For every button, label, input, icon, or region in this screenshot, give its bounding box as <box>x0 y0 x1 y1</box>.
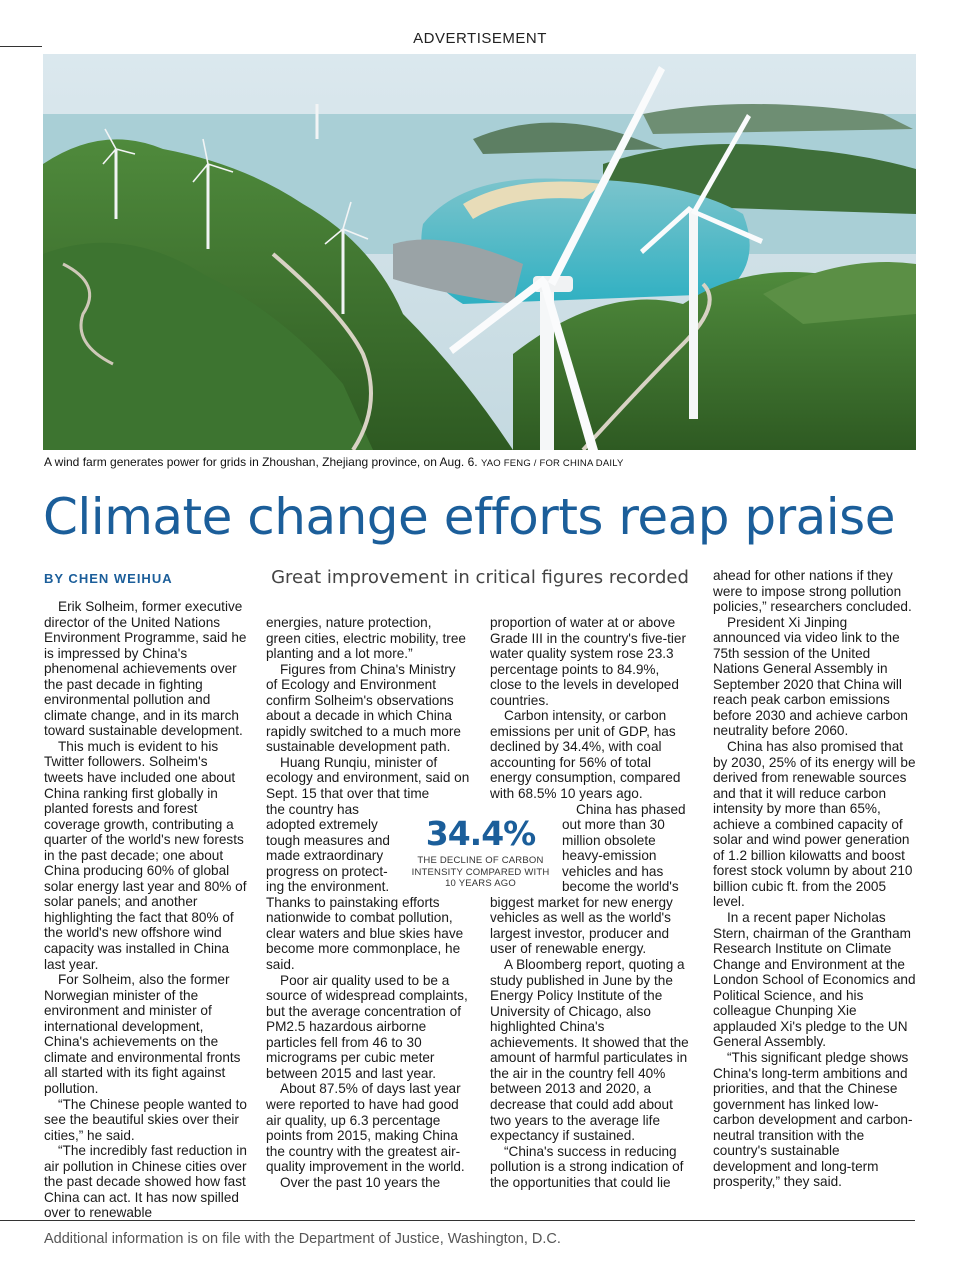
article-column-4 <box>713 568 917 1190</box>
text-line: adopted extremely <box>266 817 378 833</box>
stat-description: THE DECLINE OF CARBON INTENSITY COMPARED WITH 10 YEARS AGO <box>411 855 550 889</box>
paragraph: biggest market for new energy vehicles as well as the world's largest investor, producer and user of renewable energy. <box>490 894 673 957</box>
text-line: progress on protect- <box>266 863 388 879</box>
wind-farm-photo <box>43 54 916 450</box>
paragraph: “The incredibly fast reduction in air pollution in Chinese cities over the past decade showed how fast China can act. It has now spilled over to renewable <box>44 1143 247 1221</box>
text-line: the country has <box>266 801 359 817</box>
paragraph: This much is evident to his Twitter followers. Solheim's tweets have included one about China ranking first globally in planted forests and forest coverage growth, contributing a quarter of the world's new forests in the past decade; one about China producing 60% of global solar energy last year and 80% of solar panels; and another highlighting the fact that 80% of the world's new offshore wind capacity was installed in China last year. <box>44 738 247 972</box>
text-line: China has phased <box>576 801 686 817</box>
paragraph: ahead for other nations if they were to impose strong pollution policies,” researchers concluded. <box>713 568 912 615</box>
text-line: ing the environment. <box>266 879 390 895</box>
paragraph: A Bloomberg report, quoting a study published in June by the Energy Policy Institute of the University of Chicago, also highlighted China's achievements. It showed that the amount of harmful particulates in the air in the country fell 40% between 2013 and 2020, a decrease that could add about two years to the average life expectancy if sustained. <box>490 957 689 1144</box>
photo-caption <box>44 455 624 469</box>
paragraph: In a recent paper Nicholas Stern, chairman of the Grantham Research Institute on Climate Change and Environment at the London School of Economics and Political Science, and his colleague Chunping Xie applauded Xi's pledge to the UN General Assembly. <box>713 910 916 1050</box>
paragraph: “China's success in reducing pollution is a strong indication of the opportunities that could lie <box>490 1143 684 1190</box>
footer-disclaimer: Additional information is on file with the Department of Justice, Washington, D.C. <box>44 1231 561 1247</box>
paragraph: About 87.5% of days last year were reported to have had good air quality, up 6.3 percentage points from 2015, making China the country with the greatest air-quality improvement in the world. <box>266 1081 465 1175</box>
paragraph: “The Chinese people wanted to see the beautiful skies over their cities,” he said. <box>44 1096 247 1143</box>
headline: Climate change efforts reap praise <box>43 488 895 546</box>
article-column-2 <box>266 615 470 1190</box>
article-column-1 <box>44 599 248 1221</box>
text-line: made extraordinary <box>266 848 384 864</box>
paragraph: Thanks to painstaking efforts nationwide to combat pollution, clear waters and blue skies have become more commonplace, he said. <box>266 894 464 973</box>
paragraph: For Solheim, also the former Norwegian minister of the environment and minister of international development, China's achievements on the climate and environmental fronts all started with its fight against pollution. <box>44 972 241 1096</box>
paragraph: Erik Solheim, former executive director of the United Nations Environment Programme, said he is impressed by China's phenomenal achievements over the past decade in fighting environmental pollution and climate change, and in its march toward sustainable development. <box>44 599 247 739</box>
text-line: tough measures and <box>266 832 390 848</box>
subhead: Great improvement in critical figures recorded <box>271 567 689 588</box>
caption-text: A wind farm generates power for grids in Zhoushan, Zhejiang province, on Aug. 6. <box>44 455 478 469</box>
paragraph: “This significant pledge shows China's long-term ambitions and priorities, and that the Chinese government has linked low-carbon development and carbon-neutral transition with the country's sustainable development and long-term prosperity,” they said. <box>713 1049 913 1190</box>
photo-credit: YAO FENG / FOR CHINA DAILY <box>480 458 624 469</box>
text-line: heavy-emission <box>562 848 657 864</box>
stat-value: 34.4% <box>425 814 536 853</box>
paragraph: Huang Runqiu, minister of ecology and environment, said on Sept. 15 that over that time <box>266 754 470 802</box>
paragraph: proportion of water at or above Grade III in the country's five-tier water quality system rose 23.3 percentage points to 84.9%, close to the levels in developed countries. <box>490 615 687 708</box>
stat-callout <box>409 815 552 890</box>
text-line: vehicles and has <box>562 863 664 879</box>
paragraph: Carbon intensity, or carbon emissions per unit of GDP, has declined by 34.4%, with coal accounting for 56% of total energy consumption, compared with 68.5% 10 years ago. <box>490 708 681 802</box>
paragraph: Over the past 10 years the <box>280 1174 441 1190</box>
advertisement-label: ADVERTISEMENT <box>413 30 547 47</box>
paragraph: Poor air quality used to be a source of widespread complaints, but the average concentration of PM2.5 hazardous airborne particles fell from 46 to 30 micrograms per cubic meter between 2015 and last year. <box>266 972 468 1081</box>
text-line: become the world's <box>562 879 679 895</box>
byline: BY CHEN WEIHUA <box>44 571 173 586</box>
paragraph: President Xi Jinping announced via video link to the 75th session of the United Nations General Assembly in September 2020 that China will reach peak carbon emissions before 2030 and achieve carbon neutrality before 2060. <box>713 614 908 739</box>
footer-rule <box>0 1220 915 1221</box>
paragraph: Figures from China's Ministry of Ecology and Environment confirm Solheim's observations about a decade in which China rapidly switched to a much more sustainable development path. <box>266 661 461 755</box>
text-line: out more than 30 <box>562 817 665 833</box>
paragraph: energies, nature protection, green cities, electric mobility, tree planting and a lot more.” <box>266 615 466 662</box>
article-column-3 <box>490 615 694 1190</box>
paragraph: China has also promised that by 2030, 25% of its energy will be derived from renewable sources and that it will reduce carbon intensity by more than 65%, achieve a combined capacity of solar and wind power generation of 1.2 billion kilowatts and boost forest stock volumn by about 210 billion cubic ft. from the 2005 level. <box>713 739 916 910</box>
text-line: million obsolete <box>562 832 656 848</box>
